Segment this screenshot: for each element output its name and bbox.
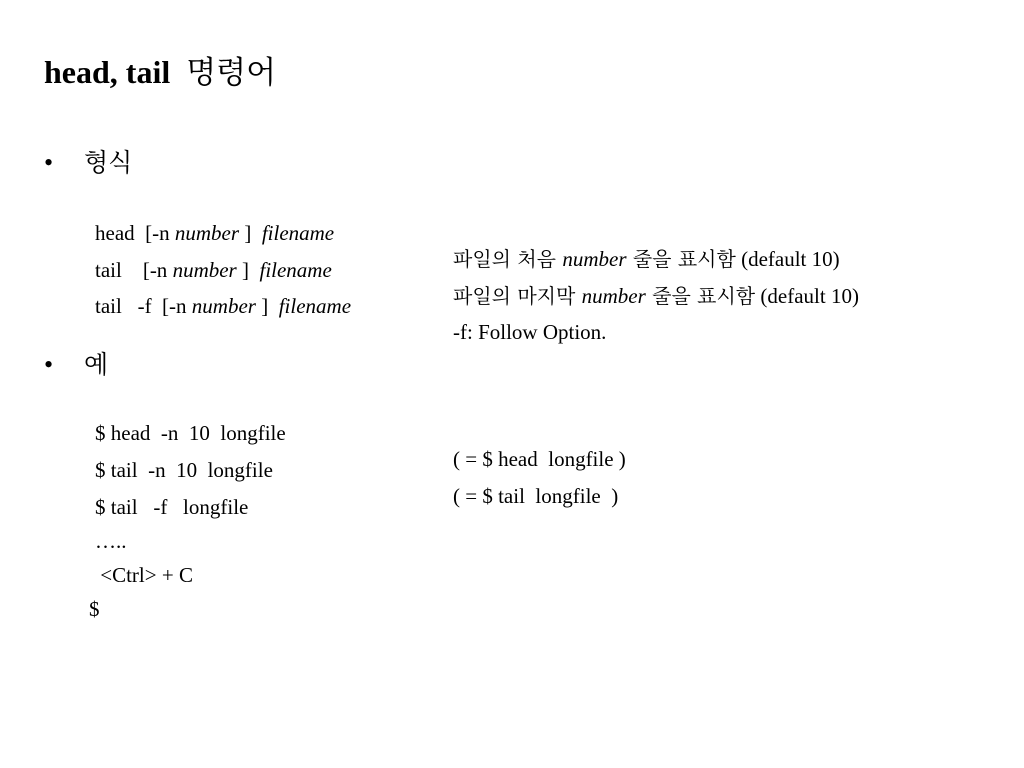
bullet-dot: • — [44, 350, 54, 379]
bullet-example — [44, 348, 108, 382]
title-main: head, tail — [44, 54, 179, 90]
syntax: head [-n number ] filename — [95, 221, 335, 245]
syntax: tail [-n number ] filename — [95, 258, 332, 282]
slide-title — [44, 50, 276, 95]
example-prompt: $ — [89, 597, 100, 621]
syntax: tail -f [-n number ] filename — [95, 294, 352, 318]
example-ellipsis: ….. — [95, 529, 127, 553]
example-row — [89, 570, 100, 622]
bullet-label-example: 예 — [84, 350, 109, 379]
example-equivalent: ( = $ head longfile ) — [453, 447, 626, 471]
description: -f: Follow Option. — [453, 320, 607, 344]
title-korean: 명령어 — [186, 55, 277, 91]
description: 파일의 마지막 number 줄을 표시함 (default 10) — [453, 284, 859, 308]
bullet-label-format: 형식 — [84, 148, 133, 177]
example-command: $ tail -n 10 longfile — [95, 458, 273, 482]
example-equivalent: ( = $ tail longfile ) — [453, 484, 619, 508]
bullet-dot: • — [44, 148, 54, 177]
bullet-format — [44, 146, 132, 180]
example-command: $ head -n 10 longfile — [95, 421, 286, 445]
description: 파일의 처음 number 줄을 표시함 (default 10) — [453, 247, 840, 271]
example-ctrl-c: <Ctrl> + C — [95, 563, 193, 587]
example-command: $ tail -f longfile — [95, 495, 249, 519]
